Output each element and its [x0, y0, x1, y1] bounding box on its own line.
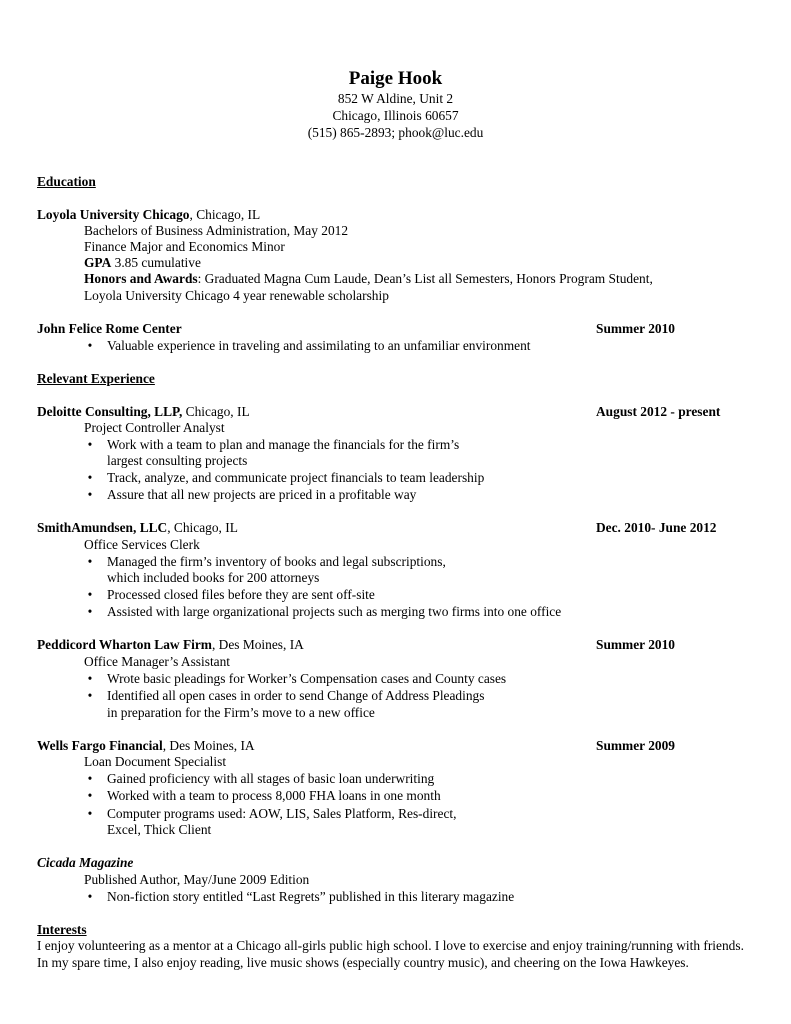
job-title: Office Manager’s Assistant [84, 654, 231, 669]
bullet-icon: • [87, 338, 93, 353]
gpa-line [84, 254, 201, 271]
honors-continued: Loyola University Chicago 4 year renewable scholarship [84, 288, 389, 303]
major: Finance Major and Economics Minor [84, 239, 285, 254]
bullet-icon: • [87, 806, 93, 821]
company-location: , Chicago, IL [167, 520, 238, 535]
job-date: Dec. 2010- June 2012 [596, 520, 717, 535]
company-name: Wells Fargo Financial [37, 738, 163, 753]
job-title: Loan Document Specialist [84, 754, 227, 769]
company-location: Chicago, IL [182, 404, 250, 419]
job-date: Summer 2009 [596, 738, 675, 753]
address-line-1: 852 W Aldine, Unit 2 [337, 91, 454, 106]
bullet-icon: • [87, 487, 93, 502]
bullet-icon: • [87, 604, 93, 619]
job-bullet-continued: largest consulting projects [107, 453, 248, 468]
rome-center-name: John Felice Rome Center [37, 321, 182, 336]
bullet-icon: • [87, 671, 93, 686]
bullet-icon: • [87, 437, 93, 452]
job-bullet: Track, analyze, and communicate project financials to team leadership [107, 470, 485, 485]
job-bullet: Assisted with large organizational projects such as merging two firms into one office [107, 604, 562, 619]
job-bullet: Processed closed files before they are sent off-site [107, 587, 375, 602]
company-location: , Des Moines, IA [162, 738, 255, 753]
cicada-bullet: Non-fiction story entitled “Last Regrets” published in this literary magazine [107, 889, 515, 904]
rome-center-date: Summer 2010 [596, 321, 675, 336]
degree: Bachelors of Business Administration, May 2012 [84, 223, 349, 238]
job-bullet: Work with a team to plan and manage the financials for the firm’s [107, 437, 460, 452]
honors-value: : Graduated Magna Cum Laude, Dean’s List all Semesters, Honors Program Student, [197, 271, 653, 286]
job-bullet-continued: Excel, Thick Client [107, 822, 212, 837]
company-location: , Des Moines, IA [211, 637, 304, 652]
resume-name: Paige Hook [348, 68, 443, 89]
bullet-icon: • [87, 554, 93, 569]
bullet-icon: • [87, 889, 93, 904]
address-line-2: Chicago, Illinois 60657 [332, 108, 459, 123]
job-bullet-continued: in preparation for the Firm’s move to a new office [107, 705, 375, 720]
experience-heading: Relevant Experience [37, 371, 155, 386]
job-bullet: Worked with a team to process 8,000 FHA loans in one month [107, 788, 441, 803]
cicada-title: Published Author, May/June 2009 Edition [84, 872, 310, 887]
job-bullet: Gained proficiency with all stages of basic loan underwriting [107, 771, 435, 786]
company-name: SmithAmundsen, LLC [37, 520, 168, 535]
school-line [37, 206, 260, 223]
job-peddicord-header [37, 636, 304, 653]
job-bullet: Wrote basic pleadings for Worker’s Compensation cases and County cases [107, 671, 507, 686]
company-name: Peddicord Wharton Law Firm [37, 637, 212, 652]
interests-heading: Interests [37, 922, 87, 937]
job-smithamundsen-header [37, 519, 238, 536]
job-date: August 2012 - present [596, 404, 721, 419]
job-bullet: Computer programs used: AOW, LIS, Sales Platform, Res-direct, [107, 806, 457, 821]
bullet-icon: • [87, 771, 93, 786]
bullet-icon: • [87, 587, 93, 602]
job-bullet: Identified all open cases in order to send Change of Address Pleadings [107, 688, 485, 703]
honors-label: Honors and Awards [84, 271, 198, 286]
school-name: Loyola University Chicago [37, 207, 190, 222]
company-name: Deloitte Consulting, LLP, [37, 404, 183, 419]
honors-line [84, 270, 653, 287]
bullet-icon: • [87, 788, 93, 803]
gpa-label: GPA [84, 255, 112, 270]
rome-center-bullet: Valuable experience in traveling and assimilating to an unfamiliar environment [107, 338, 531, 353]
bullet-icon: • [87, 470, 93, 485]
job-deloitte-header [37, 403, 250, 420]
contact-line: (515) 865-2893; phook@luc.edu [307, 125, 484, 140]
bullet-icon: • [87, 688, 93, 703]
job-bullet: Managed the firm’s inventory of books and legal subscriptions, [107, 554, 446, 569]
job-title: Project Controller Analyst [84, 420, 225, 435]
interests-text: I enjoy volunteering as a mentor at a Chicago all-girls public high school. I love to exercise and enjoy training/running with friends. In my spare time, I also enjoy reading, live music shows (especially country music), and cheering on the Iowa Hawkeyes. [37, 938, 744, 970]
education-heading: Education [37, 174, 96, 189]
job-date: Summer 2010 [596, 637, 675, 652]
gpa-value: 3.85 cumulative [111, 255, 201, 270]
job-bullet: Assure that all new projects are priced in a profitable way [107, 487, 417, 502]
job-bullet-continued: which included books for 200 attorneys [107, 570, 320, 585]
cicada-magazine-name: Cicada Magazine [37, 855, 134, 870]
job-title: Office Services Clerk [84, 537, 200, 552]
school-location: , Chicago, IL [189, 207, 261, 222]
job-wellsfargo-header [37, 737, 255, 754]
